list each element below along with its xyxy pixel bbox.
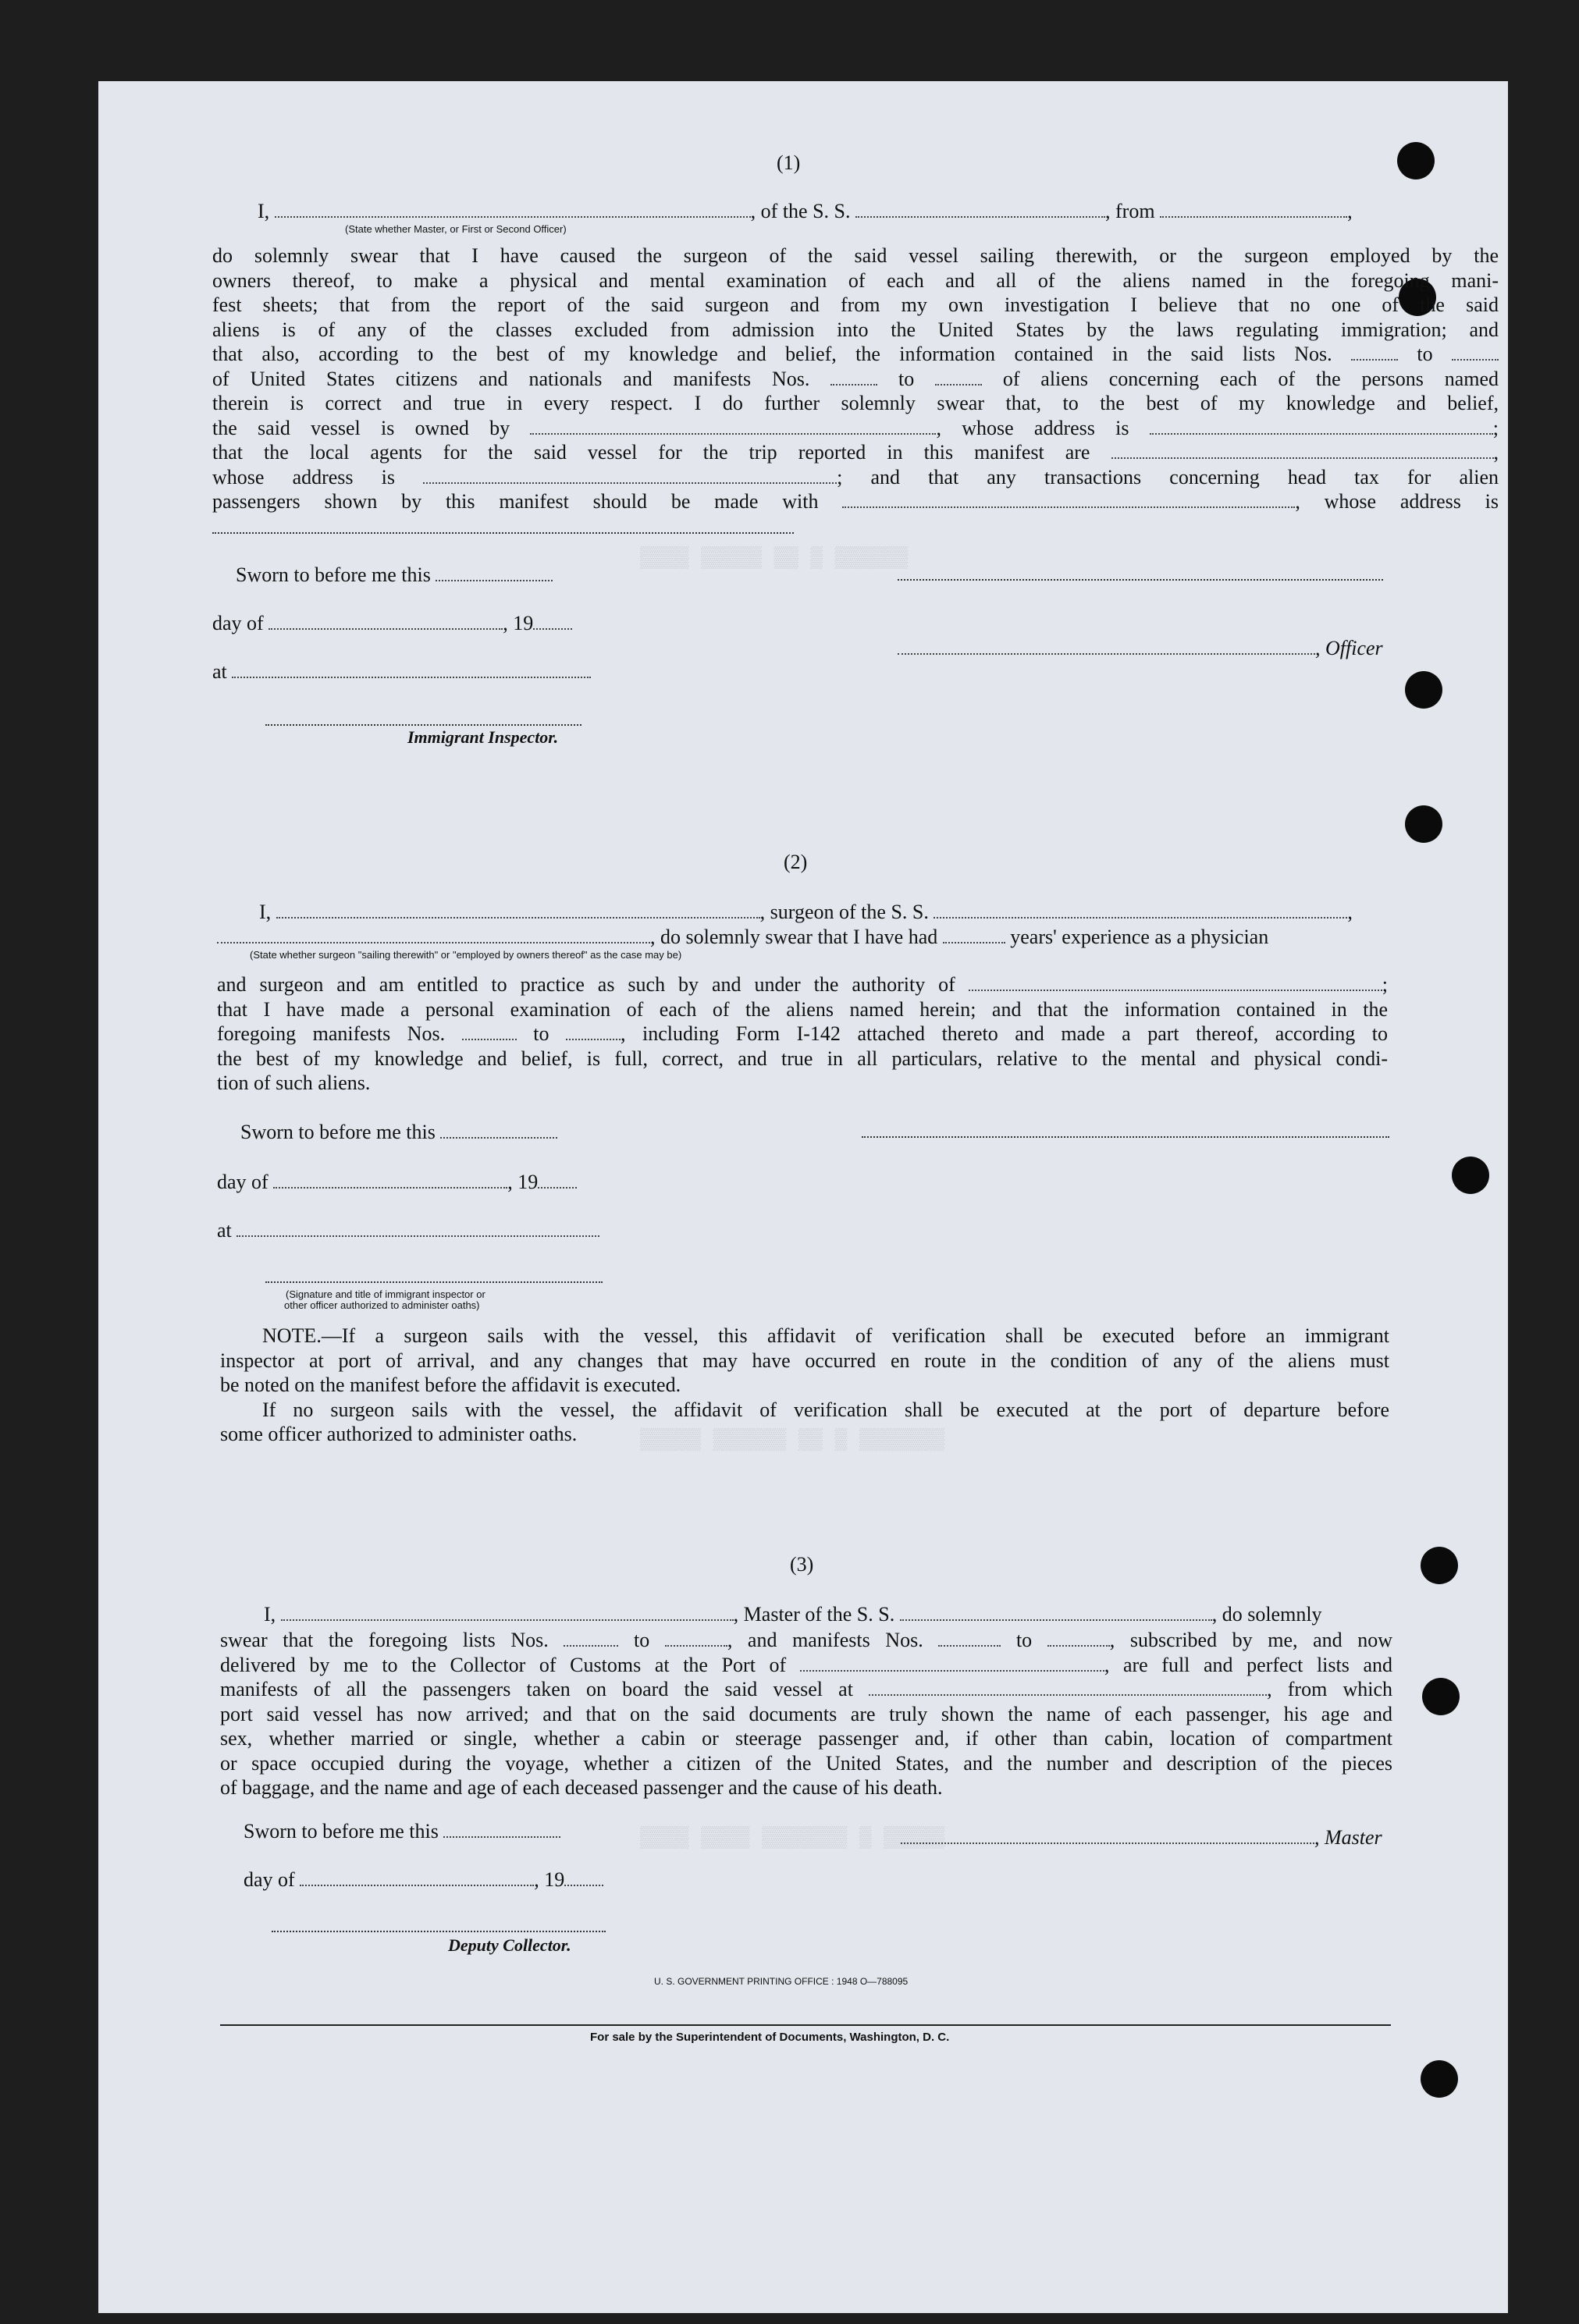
manifest-from-blank[interactable] xyxy=(830,368,877,386)
binder-hole xyxy=(1421,1547,1458,1584)
port-blank[interactable] xyxy=(1160,201,1347,218)
surgeon-type-blank[interactable] xyxy=(217,926,650,943)
section-number: (2) xyxy=(784,851,808,873)
binder-hole xyxy=(1405,671,1442,709)
text-line: some officer authorized to administer oaths. xyxy=(220,1423,578,1445)
agents-blank[interactable] xyxy=(1111,442,1494,459)
master-signature: , Master xyxy=(901,1826,1382,1850)
oath-line xyxy=(258,200,1353,223)
text-line: the best of my knowledge and belief, is full, correct, and true in all particulars, relative to the mental and physical condi- xyxy=(217,1047,1388,1070)
text-line: delivered by me to the Collector of Customs at the Port of , are full and perfect lists and xyxy=(220,1653,1393,1676)
day-of-label: day of , 19 xyxy=(212,612,572,635)
years-blank[interactable] xyxy=(943,926,1005,943)
sworn-label: Sworn to before me this xyxy=(240,1121,557,1144)
day-of-label: day of , 19 xyxy=(244,1868,603,1892)
section-number: (3) xyxy=(790,1553,814,1576)
binder-hole xyxy=(1421,2060,1458,2098)
label: , of the S. S. xyxy=(750,200,851,222)
text-line: of United States citizens and nationals and manifests Nos. to of aliens concerning each of the persons named xyxy=(212,367,1499,390)
text-line: be noted on the manifest before the affidavit is executed. xyxy=(220,1373,681,1396)
gpo-imprint: U. S. GOVERNMENT PRINTING OFFICE : 1948 O—788095 xyxy=(654,1976,909,1987)
month-blank[interactable] xyxy=(269,613,503,630)
text-line: swear that the foregoing lists Nos. to , and manifests Nos. to , subscribed by me, and now xyxy=(220,1629,1393,1651)
text-line: fest sheets; that from the report of the said surgeon and from my own investigation I believe that no one of the said xyxy=(212,293,1499,316)
text-line: If no surgeon sails with the vessel, the affidavit of verification shall be executed at the port of departure before xyxy=(262,1398,1389,1421)
list-from-blank[interactable] xyxy=(564,1629,618,1647)
master-name-blank[interactable] xyxy=(281,1604,734,1621)
text-line: inspector at port of arrival, and any changes that may have occurred en route in the condition of any of the aliens must xyxy=(220,1349,1389,1372)
day-of-label: day of , 19 xyxy=(217,1171,577,1194)
oath-line: I, , surgeon of the S. S. , xyxy=(259,901,1353,923)
sworn-day-blank[interactable] xyxy=(436,564,553,581)
list-to-blank[interactable] xyxy=(665,1629,727,1647)
manifest-to-blank[interactable] xyxy=(566,1023,621,1040)
manifest-from-blank[interactable] xyxy=(938,1629,1001,1647)
place-blank[interactable] xyxy=(236,1220,599,1237)
at-label: at xyxy=(217,1219,599,1242)
inspector-line[interactable] xyxy=(265,1281,603,1283)
month-blank[interactable] xyxy=(273,1171,507,1189)
footer-rule xyxy=(220,2024,1391,2026)
text-line: the said vessel is owned by , whose address is ; xyxy=(212,416,1499,439)
text-line: passengers shown by this manifest should be made with , whose address is xyxy=(212,490,1499,513)
year-blank[interactable] xyxy=(533,613,572,630)
binder-hole xyxy=(1452,1157,1489,1194)
text-line: and surgeon and am entitled to practice as such by and under the authority of ; xyxy=(217,973,1389,996)
sig-note: other officer authorized to administer oaths) xyxy=(284,1299,480,1311)
text-line: NOTE.—If a surgeon sails with the vessel, this affidavit of verification shall be executed before an immigrant xyxy=(262,1324,1389,1347)
sworn-label: Sworn to before me this xyxy=(236,563,553,587)
text-line: aliens is of any of the classes excluded from admission into the United States by the laws regulating immigration; and xyxy=(212,318,1499,341)
owner-address-blank[interactable] xyxy=(1150,418,1493,435)
text-line: do solemnly swear that I have caused the surgeon of the said vessel sailing therewith, or the surgeon employed by the xyxy=(212,244,1499,267)
text-line: whose address is ; and that any transactions concerning head tax for alien xyxy=(212,465,1499,489)
label: , from xyxy=(1105,200,1155,222)
year-blank[interactable] xyxy=(538,1171,577,1189)
signature-line[interactable] xyxy=(862,1136,1389,1138)
oath-line: , do solemnly swear that I have had years' experience as a physician xyxy=(217,926,1268,949)
officer-note: (State whether Master, or First or Second Officer) xyxy=(345,223,567,235)
officer-blank[interactable] xyxy=(275,201,751,218)
officer-signature: , Officer xyxy=(898,637,1383,660)
text-line: therein is correct and true in every respect. I do further solemnly swear that, to the best of my knowledge and belief, xyxy=(212,392,1499,414)
sworn-label: Sworn to before me this xyxy=(244,1820,560,1843)
at-label: at xyxy=(212,660,591,684)
port-blank[interactable] xyxy=(800,1654,1104,1672)
officer-signature-blank[interactable] xyxy=(898,638,1315,655)
label: , xyxy=(1347,200,1353,222)
authority-blank[interactable] xyxy=(969,974,1382,991)
text-line: that also, according to the best of my knowledge and belief, the information contained in the said lists Nos. to xyxy=(212,342,1499,367)
address-blank-line[interactable] xyxy=(212,532,794,534)
oath-paragraph xyxy=(212,243,1499,514)
footer-text: For sale by the Superintendent of Documents, Washington, D. C. xyxy=(590,2031,950,2044)
list-from-blank[interactable] xyxy=(1351,343,1398,361)
surgeon-note: (State whether surgeon "sailing therewith" or "employed by owners thereof" as the case may be) xyxy=(250,949,682,961)
ship-blank[interactable] xyxy=(934,901,1347,919)
text-line: of baggage, and the name and age of each deceased passenger and the cause of his death. xyxy=(220,1776,943,1799)
bleed-through: ▒▒▒▒ ▒▒▒▒ ▒▒▒▒▒▒▒ ▒ ▒▒▒▒▒ xyxy=(640,1826,945,1850)
binder-hole xyxy=(1405,805,1442,843)
text-line: tion of such aliens. xyxy=(217,1071,371,1094)
ship-blank[interactable] xyxy=(900,1604,1212,1621)
binder-hole xyxy=(1422,1678,1460,1715)
text-line: manifests of all the passengers taken on board the said vessel at , from which xyxy=(220,1678,1392,1700)
surgeon-name-blank[interactable] xyxy=(276,901,760,919)
list-to-blank[interactable] xyxy=(1452,343,1499,361)
sig-note: (Signature and title of immigrant inspector or xyxy=(286,1288,485,1300)
collector-caption: Deputy Collector. xyxy=(448,1935,571,1955)
year-blank[interactable] xyxy=(564,1869,603,1886)
place-blank[interactable] xyxy=(232,661,591,678)
month-blank[interactable] xyxy=(300,1869,534,1886)
sworn-day-blank[interactable] xyxy=(440,1121,557,1139)
head-tax-blank[interactable] xyxy=(842,491,1295,508)
manifest-from-blank[interactable] xyxy=(462,1023,517,1040)
bleed-through: ▒▒▒▒ ▒▒▒▒▒ ▒▒ ▒ ▒▒▒▒▒▒ xyxy=(640,546,909,570)
oath-line: I, , Master of the S. S. , do solemnly xyxy=(264,1603,1322,1626)
collector-line[interactable] xyxy=(272,1931,606,1932)
text-line: foregoing manifests Nos. to , including Form I-142 attached thereto and made a part thereof, according to xyxy=(217,1022,1389,1045)
inspector-caption: Immigrant Inspector. xyxy=(407,727,559,747)
label: I, xyxy=(258,200,270,222)
port-of-departure-blank[interactable] xyxy=(869,1679,1267,1696)
section-number: (1) xyxy=(777,151,801,174)
manifest-to-blank[interactable] xyxy=(1047,1629,1110,1647)
text-line: that I have made a personal examination of each of the aliens named herein; and that the information contained in the xyxy=(217,997,1388,1021)
note-paragraph xyxy=(220,1324,1389,1447)
inspector-line[interactable] xyxy=(265,724,581,726)
manifest-to-blank[interactable] xyxy=(935,368,982,386)
owner-blank[interactable] xyxy=(530,418,936,435)
surgeon-paragraph xyxy=(217,972,1388,1096)
text-line: or space occupied during the voyage, whether a citizen of the United States, and the number and description of the pieces xyxy=(220,1751,1392,1775)
sworn-day-blank[interactable] xyxy=(443,1821,560,1838)
master-signature-blank[interactable] xyxy=(901,1827,1314,1844)
agents-address-blank[interactable] xyxy=(423,467,837,484)
master-paragraph xyxy=(220,1628,1392,1800)
signature-line[interactable] xyxy=(898,579,1383,581)
binder-hole xyxy=(1397,142,1435,179)
bleed-through: ▒▒▒▒▒ ▒▒▒▒▒▒ ▒▒ ▒ ▒▒▒▒▒▒▒ xyxy=(640,1428,945,1452)
text-line: owners thereof, to make a physical and mental examination of each and all of the aliens named in the foregoing mani- xyxy=(212,268,1499,292)
text-line: sex, whether married or single, whether a cabin or steerage passenger and, if other than cabin, location of compartment xyxy=(220,1727,1392,1750)
ship-blank[interactable] xyxy=(855,201,1105,218)
text-line: port said vessel has now arrived; and that on the said documents are truly shown the name of each passenger, his age and xyxy=(220,1702,1392,1725)
text-line: that the local agents for the said vessel for the trip reported in this manifest are , xyxy=(212,441,1499,464)
